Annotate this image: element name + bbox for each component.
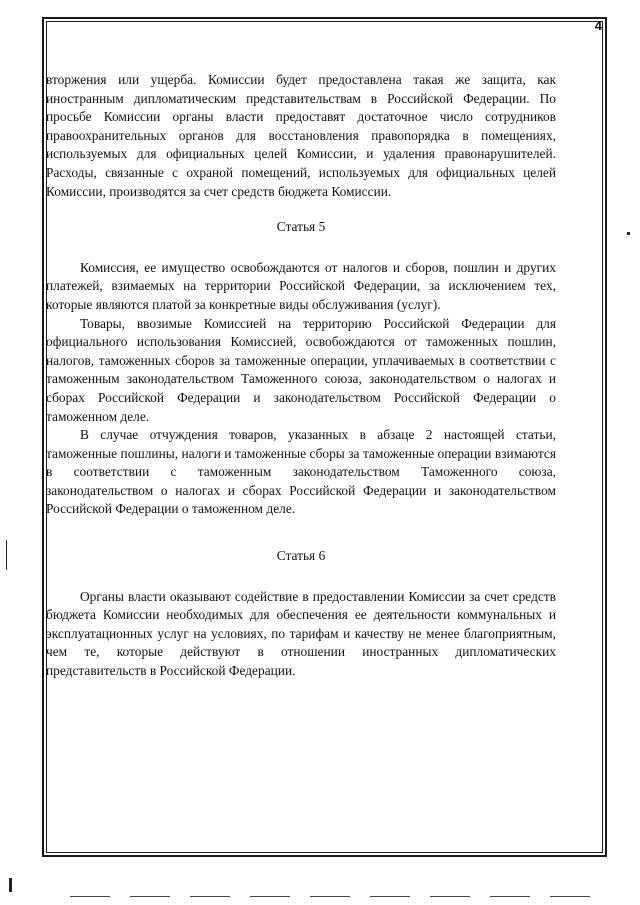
- footer-rule: [70, 896, 600, 897]
- paragraph-continuation: вторжения или ущерба. Комиссии будет предоставлена такая же защита, как иностранным дипломатическим представительствам в Российской Федерации. По просьбе Комиссии органы власти предоставят достаточное число сотрудников правоохранительных органов для восстановления правопорядка в помещениях, используемых для официальных целей Комиссии, и удаления правонарушителей. Расходы, связанные с охраной помещений, используемых для официальных целей Комиссии, производятся за счет средств бюджета Комиссии.: [46, 72, 556, 199]
- scan-mark-bottom-left: [9, 878, 12, 892]
- page-number: 4: [594, 18, 602, 33]
- article-6-paragraph-1: Органы власти оказывают содействие в предоставлении Комиссии за счет средств бюджета Комиссии необходимых для обеспечения ее деятельности коммунальных и эксплуатационных услуг на условиях, по тарифам и качеству не менее благоприятным, чем те, которые действуют в отношении иностранных дипломатических представительств в Российской Федерации.: [46, 588, 556, 679]
- article-5-paragraph-2: Товары, ввозимые Комиссией на территорию Российской Федерации для официального использования Комиссией, освобождаются от таможенных пошлин, налогов, таможенных сборов за таможенные операции, уплачиваемых в соответствии с таможенным законодательством Таможенного союза, законодательством о налогах и сборах Российской Федерации и законодательством Российской Федерации о таможенном деле.: [46, 315, 556, 424]
- article-6-heading: Статья 6: [276, 548, 326, 564]
- article-5-heading: Статья 5: [276, 219, 326, 235]
- scan-mark-left: [6, 540, 7, 570]
- scan-mark-right: [627, 232, 630, 235]
- article-5-paragraph-1: Комиссия, ее имущество освобождаются от налогов и сборов, пошлин и других платежей, взимаемых на территории Российской Федерации, за исключением тех, которые являются платой за конкретные виды обслуживания (услуг).: [46, 259, 556, 312]
- article-5-paragraph-3: В случае отчуждения товаров, указанных в абзаце 2 настоящей статьи, таможенные пошлины, налоги и таможенные сборы за таможенные операции взимаются в соответствии с таможенным законодательством Таможенного союза, законодательством о налогах и сборах Российской Федерации и законодательством Российской Федерации о таможенном деле.: [46, 427, 556, 517]
- document-body: [46, 71, 556, 681]
